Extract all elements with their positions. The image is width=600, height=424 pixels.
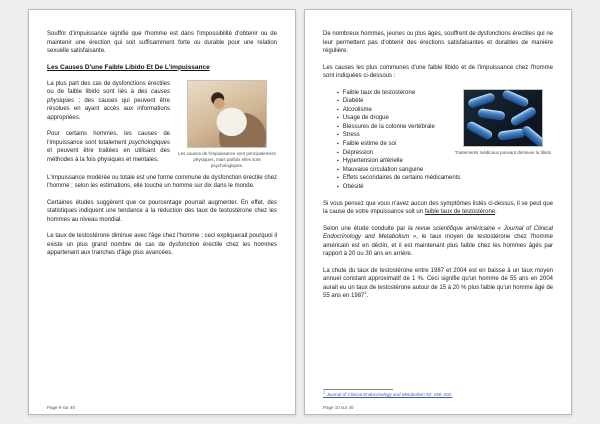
page-number-left: Page 9 sur 40 (47, 405, 76, 410)
paragraph-study (323, 225, 553, 259)
footnote-text: Journal of Clinical Endocrinology and Metabolism 92: 196–202. (325, 392, 453, 397)
page-right (304, 9, 572, 415)
man-photo-caption: Les causes de l'impuissance sont principalement physiques, mais parfois elles sont psychologiques. (178, 150, 276, 168)
list-item: ▪ Mauvaise circulation sanguine (337, 166, 553, 175)
pill-capsule (467, 92, 495, 109)
study-text-italic: la revue scientifique américaine « Journal of Clinical Endocrinology and Metabolism » (323, 225, 554, 241)
footnote-reference: 1 (364, 290, 367, 296)
decline-text: La chute du taux de testostérone entre 1987 et 2004 est en baisse à un taux moyen annuel constant approximatif de 1 %. Ceci signifie qu'un homme de 55 ans en 2004 aurait eu un taux de testostérone autour de 15 à 20 % plus faible qu'un homme âgé de 55 ans en 1987 (323, 267, 553, 300)
list-item: ▪ Faible estime de soi (337, 140, 553, 149)
list-item: ▪ Effets secondaires de certains médicaments (337, 174, 553, 183)
symptoms-text-underlined: faible taux de testostérone (424, 209, 496, 216)
list-item: ▪ Blessures de la colonne vertébrale (337, 123, 553, 132)
list-item: ▪ Obésité (337, 183, 553, 192)
causes-text-c: ; des causes qui peuvent être résolues en ayant accès aux informations appropriées. (47, 97, 170, 121)
pills-photo (463, 89, 543, 147)
symptoms-section (323, 89, 553, 200)
paragraph-symptoms (323, 200, 553, 217)
pill-capsule (465, 120, 493, 141)
psych-text-a: Pour certains hommes, les causes de l'impuissance sont totalement (47, 131, 170, 146)
list-item: ▪ Usage de drogue (337, 114, 553, 123)
symptoms-text-a: Si vous pensez que vous n'avez aucun des symptômes listés ci-dessus, il se peut que la cause de votre impuissance soit un (323, 200, 553, 216)
pills-photo-caption: Traitements médicaux pouvant diminuer la libido (454, 149, 552, 155)
page-left (28, 9, 296, 415)
decline-text-end: . (366, 293, 369, 300)
paragraph-intro-right: De nombreux hommes, jeunes ou plus âgés, souffrent de dysfonctions érectiles qui ne leur permettent pas d'obtenir des érections satisfaisantes et durables de manière régulière. (323, 31, 553, 54)
paragraph-age: Le taux de testostérone diminue avec l'âge chez l'homme ; ceci expliquerait pourquoi il existe un plus grand nombre de cas de dysfonction érectile chez les hommes appartenant aux tranches d'âge plus avancées. (47, 233, 277, 256)
causes-section (47, 80, 277, 174)
causes-text-italic: des causes physiques (47, 89, 170, 104)
psych-text-italic: psychologiques (128, 139, 170, 146)
paragraph-intro-left: Souffrir d'impuissance signifie que l'homme est dans l'impossibilité d'obtenir ou de maintenir une érection qui soit suffisamment forte ou durable pour une relation sexuelle satisfaisante. (47, 31, 277, 54)
paragraph-moderate: L'impuissance modérée ou totale est une forme commune de dysfonction érectile chez l'homme ; selon les estimations, elle touche un homme sur dix dans le monde. (47, 174, 277, 189)
footnote-number: 1 (323, 389, 326, 395)
list-item: ▪ Faible taux de testostérone (337, 89, 553, 98)
footnote-link[interactable] (323, 389, 553, 398)
list-intro: Les causes les plus communes d'une faible libido et de l'impuissance chez l'homme sont indiquées ci-dessous : (323, 64, 553, 79)
figure-pills (453, 89, 553, 156)
list-item: ▪ Hypertension artérielle (337, 157, 553, 166)
pill-capsule (501, 89, 529, 108)
footnote-divider (323, 389, 393, 390)
study-text-c: , le taux moyen de testostérone chez l'homme américain est en déclin, et il est maintenant plus faible chez les hommes âgés par rapport à 20 ou 30 ans en arrière. (323, 234, 553, 258)
study-text-a: Selon une étude conduite par (323, 225, 409, 232)
causes-text-a: La plus part des cas de dysfonctions érectiles ou de faible libido sont liés à (47, 80, 170, 95)
pill-capsule (510, 105, 538, 126)
list-item: ▪ Alcoolisme (337, 106, 553, 115)
psych-text-c: et peuvent être traitées en utilisant des méthodes à la fois physiques et mentales. (47, 148, 170, 163)
list-item: ▪ Stress (337, 131, 553, 140)
page-number-right: Page 10 sur 40 (323, 405, 354, 410)
footnote-block (323, 389, 553, 398)
paragraph-studies: Certaines études suggèrent que ce pourcentage pourrait augmenter. En effet, des statistiques indiquent une tendance à la réduction des taux de testostérone chez les hommes au niveau mondial. (47, 199, 277, 223)
list-item: ▪ Diabète (337, 97, 553, 106)
section-heading: Les Causes D'une Faible Libido Et De L'impuissance (47, 63, 210, 71)
figure-man (177, 80, 277, 169)
list-item: ▪ Dépression (337, 149, 553, 158)
pill-capsule (478, 108, 506, 121)
man-photo (187, 80, 267, 148)
paragraph-decline (323, 267, 553, 301)
symptoms-text-c: . (495, 209, 497, 216)
